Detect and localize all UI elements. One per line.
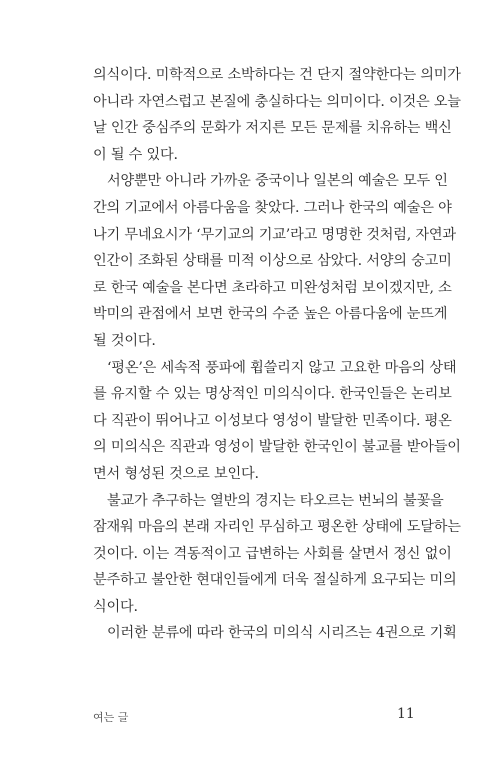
text-line: 이러한 분류에 따라 한국의 미의식 시리즈는 4권으로 기획 bbox=[107, 625, 457, 642]
body-text bbox=[93, 62, 461, 647]
text-line: 아니라 자연스럽고 본질에 충실하다는 의미이다. 이것은 오늘 bbox=[93, 93, 461, 110]
text-line: 다 직관이 뛰어나고 이성보다 영성이 발달한 민족이다. 평온 bbox=[93, 412, 452, 429]
text-line: 를 유지할 수 있는 명상적인 미의식이다. 한국인들은 논리보 bbox=[93, 386, 452, 403]
text-line: 될 것이다. bbox=[93, 332, 156, 349]
text-line: 의 미의식은 직관과 영성이 발달한 한국인이 불교를 받아들이 bbox=[93, 439, 461, 456]
text-line: 면서 형성된 것으로 보인다. bbox=[93, 465, 259, 482]
text-line: 잠재워 마음의 본래 자리인 무심하고 평온한 상태에 도달하는 bbox=[93, 519, 461, 536]
text-line: 것이다. 이는 격동적이고 급변하는 사회를 살면서 정신 없이 bbox=[93, 545, 452, 562]
text-line: 간의 기교에서 아름다움을 찾았다. 그러나 한국의 예술은 야 bbox=[93, 199, 452, 216]
running-footer-title: 여는 글 bbox=[93, 711, 129, 724]
text-line: 나기 무네요시가 ‘무기교의 기교’라고 명명한 것처럼, 자연과 bbox=[93, 226, 456, 243]
text-line: 식이다. bbox=[93, 598, 138, 615]
text-line: 인간이 조화된 상태를 미적 이상으로 삼았다. 서양의 숭고미 bbox=[93, 253, 452, 270]
page-number: 11 bbox=[397, 706, 415, 722]
text-line: 박미의 관점에서 보면 한국의 수준 높은 아름다움에 눈뜨게 bbox=[93, 306, 448, 323]
text-line: 의식이다. 미학적으로 소박하다는 건 단지 절약한다는 의미가 bbox=[93, 67, 461, 83]
text-line: 날 인간 중심주의 문화가 저지른 모든 문제를 치유하는 백신 bbox=[93, 120, 452, 137]
text-line: ‘평온’은 세속적 풍파에 휩쓸리지 않고 고요한 마음의 상태 bbox=[107, 359, 457, 376]
text-line: 서양뿐만 아니라 가까운 중국이나 일본의 예술은 모두 인 bbox=[107, 173, 448, 190]
text-line: 로 한국 예술을 본다면 초라하고 미완성처럼 보이겠지만, 소 bbox=[93, 279, 452, 296]
text-line: 불교가 추구하는 열반의 경지는 타오르는 번뇌의 불꽃을 bbox=[107, 492, 444, 509]
text-line: 이 될 수 있다. bbox=[93, 146, 178, 163]
text-line: 분주하고 불안한 현대인들에게 더욱 절실하게 요구되는 미의 bbox=[93, 572, 457, 589]
